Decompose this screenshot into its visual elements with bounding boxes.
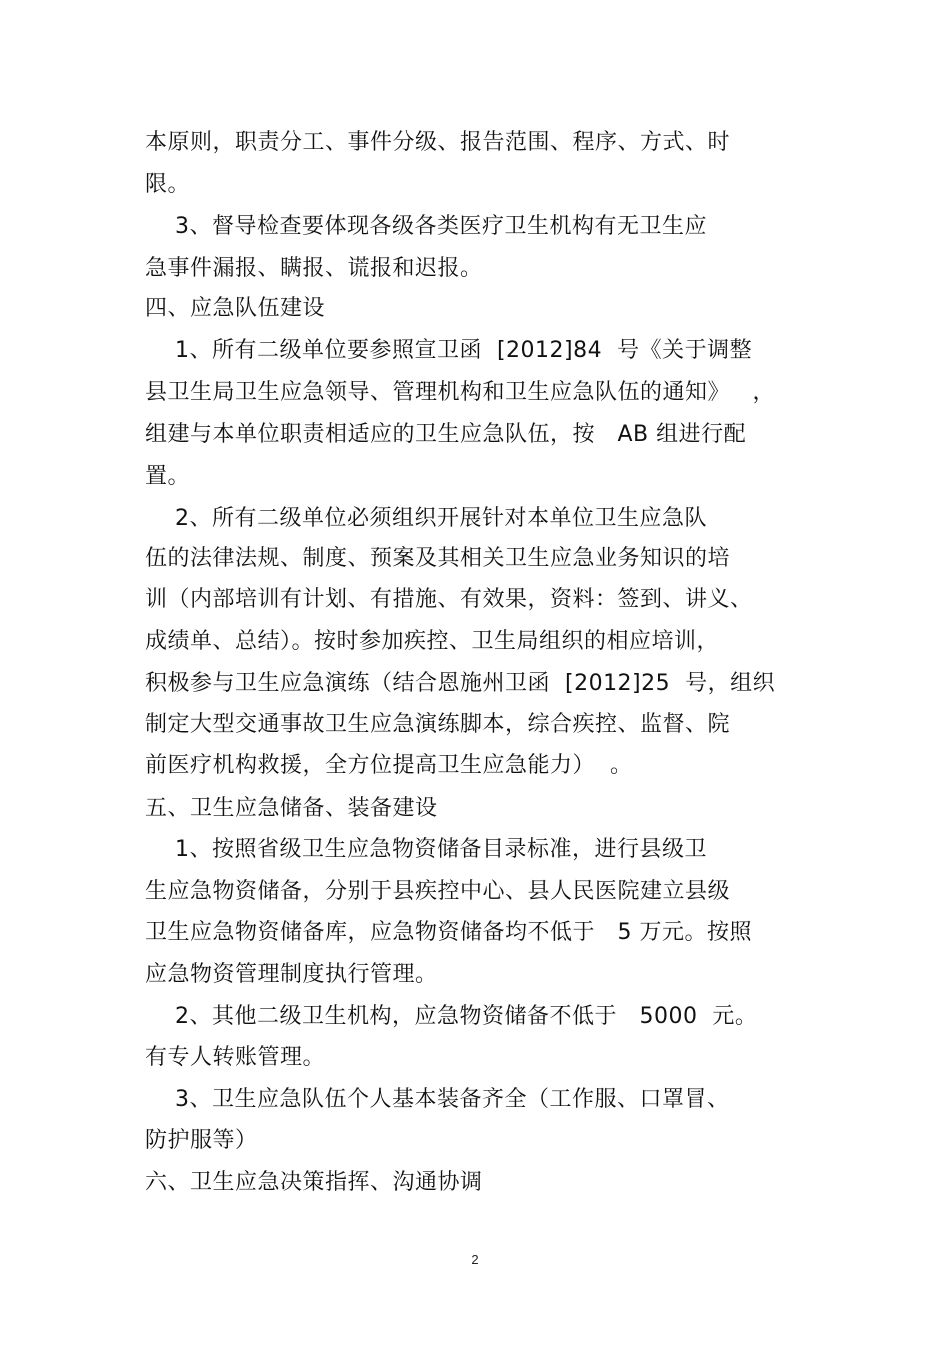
section-heading: 六、卫生应急决策指挥、沟通协调 <box>145 1170 483 1195</box>
text-line: 卫生应急物资储备库，应急物资储备均不低于 5 万元。按照 <box>145 920 752 945</box>
text-line: 急事件漏报、瞒报、谎报和迟报。 <box>145 256 483 281</box>
text-line: 3、督导检查要体现各级各类医疗卫生机构有无卫生应 <box>145 214 707 239</box>
text-line: 制定大型交通事故卫生应急演练脚本，综合疾控、监督、院 <box>145 712 731 737</box>
text-line: 伍的法律法规、制度、预案及其相关卫生应急业务知识的培 <box>145 546 731 571</box>
text-line: 3、卫生应急队伍个人基本装备齐全（工作服、口罩冒、 <box>145 1087 730 1112</box>
text-line: 生应急物资储备，分别于县疾控中心、县人民医院建立县级 <box>145 879 731 904</box>
text-line: 防护服等） <box>145 1128 258 1153</box>
text-line: 置。 <box>145 464 191 489</box>
section-heading: 五、卫生应急储备、装备建设 <box>145 796 438 821</box>
text-line: 训（内部培训有计划、有措施、有效果，资料：签到、讲义、 <box>145 587 753 612</box>
text-line: 积极参与卫生应急演练（结合恩施州卫函 [2012]25 号，组织 <box>145 671 776 696</box>
text-line: 限。 <box>145 172 191 197</box>
text-line: 1、按照省级卫生应急物资储备目录标准，进行县级卫 <box>145 837 707 862</box>
text-line: 2、其他二级卫生机构，应急物资储备不低于 5000 元。 <box>145 1004 758 1029</box>
section-heading: 四、应急队伍建设 <box>145 296 326 321</box>
page-number: 2 <box>471 1252 479 1267</box>
text-line: 应急物资管理制度执行管理。 <box>145 962 438 987</box>
text-line: 有专人转账管理。 <box>145 1045 326 1070</box>
text-line: 前医疗机构救援，全方位提高卫生应急能力） 。 <box>145 753 633 778</box>
text-line: 1、所有二级单位要参照宣卫函 [2012]84 号《关于调整 <box>145 338 753 363</box>
text-line: 成绩单、总结）。按时参加疾控、卫生局组织的相应培训， <box>145 629 720 654</box>
text-line: 县卫生局卫生应急领导、管理机构和卫生应急队伍的通知》 ， <box>145 380 775 405</box>
text-line: 2、所有二级单位必须组织开展针对本单位卫生应急队 <box>145 506 707 531</box>
text-line: 本原则，职责分工、事件分级、报告范围、程序、方式、时 <box>145 130 731 155</box>
text-line: 组建与本单位职责相适应的卫生应急队伍，按 AB 组进行配 <box>145 422 747 447</box>
